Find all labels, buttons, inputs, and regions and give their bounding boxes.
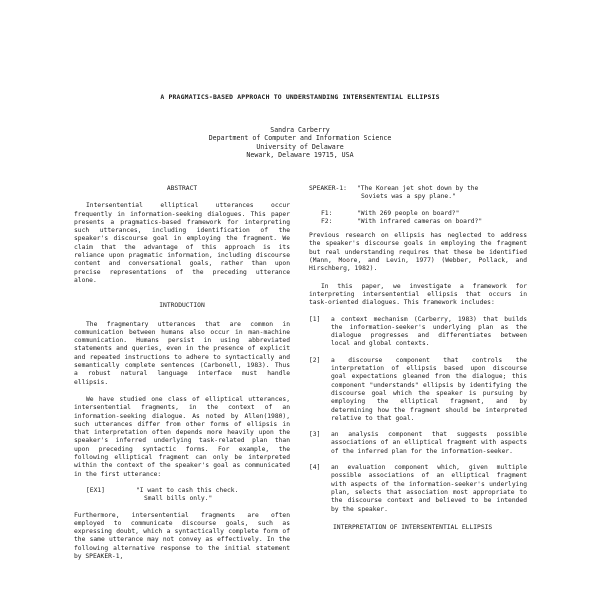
- list-item: [309, 464, 527, 514]
- author-affiliation: Department of Computer and Information Science: [208, 134, 392, 143]
- f1-example: [309, 210, 527, 218]
- ex1-line-1: "I want to cash this check.: [136, 486, 239, 494]
- f1-text: "With 269 people on board?": [357, 209, 460, 217]
- f2-label: F2:: [321, 217, 333, 225]
- speaker-1-line-2: Soviets was a spy plane.": [361, 193, 456, 201]
- f2-text: "With infrared cameras on board?": [357, 217, 483, 225]
- speaker-1-label: SPEAKER-1:: [309, 185, 347, 192]
- intro-paragraph-3: Furthermore, intersentential fragments are often employed to communicate discourse goals, such as expressing doubt, which a syntactically complete form of the same utterance may not convey as effectively. In the following alternative response to the initial statement by SPEAKER-1,: [74, 511, 290, 560]
- speaker-1-line-1: "The Korean jet shot down by the: [357, 185, 479, 192]
- ex1-line-2: Small bills only.": [144, 495, 213, 503]
- abstract-heading: ABSTRACT: [166, 185, 198, 192]
- author-block: [0, 126, 600, 159]
- paper-title: A PRAGMATICS-BASED APPROACH TO UNDERSTANDING INTERSENTENTIAL ELLIPSIS: [160, 93, 440, 101]
- list-item-text: a context mechanism (Carberry, 1983) that builds the information-seeker's underlying plan as the dialogue progresses and differentiates between local and global contexts.: [331, 315, 527, 348]
- list-item-number: [1]: [309, 315, 321, 323]
- intro-paragraph-1: The fragmentary utterances that are common in communication between humans also occur in man-machine communication. Humans persist in using abbreviated statements and queries, even in the presence of explicit and repeated instructions to adhere to syntactically and semantically complete sentences (Carbonell, 1983). Thus a robust natural language interface must handle ellipsis.: [74, 320, 290, 386]
- list-item-number: [2]: [309, 356, 321, 364]
- f2-example: [309, 218, 527, 226]
- author-city: Newark, Delaware 19715, USA: [246, 150, 354, 159]
- speaker-1-example: [309, 185, 527, 202]
- intro-paragraph-2: We have studied one class of elliptical utterances, intersentential fragments, in the context of an information-seeking dialogue. As noted by Allen(1980), such utterances differ from other forms of ellipsis in that interpretation often depends more heavily upon the speaker's inferred underlying task-related plan than upon preceding syntactic forms. For example, the following elliptical fragment can only be interpreted within the context of the speaker's goal as communicated in the first utterance:: [74, 395, 290, 478]
- speaker-1-quote: [357, 185, 527, 202]
- list-item: [309, 357, 527, 423]
- abstract-text: Intersentential elliptical utterances occur frequently in information-seeking dialogues. This paper presents a pragmatics-based framework for interpreting such utterances, including identification of the speaker's discourse goal in employing the fragment. We claim that the advantage of this approach is its reliance upon pragmatic information, including discourse content and conversational goals, rather than upon precise representations of the preceding utterance alone.: [74, 202, 290, 284]
- section-heading: INTERPRETATION OF INTERSENTENTIAL ELLIPSIS: [333, 523, 493, 531]
- list-item-text: an analysis component that suggests possible associations of an elliptical fragment with aspects of the inferred plan for the information-seeker.: [331, 431, 527, 455]
- author-name: Sandra Carberry: [270, 126, 330, 134]
- list-item-number: [3]: [309, 431, 321, 439]
- list-item: [309, 316, 527, 349]
- left-column: [74, 185, 290, 561]
- list-item-text: an evaluation component which, given multiple possible associations of an elliptical fragment with aspects of the information-seeker's underlying plan, selects that association most appropriate to the discourse context and believed to be intended by the speaker.: [331, 464, 527, 513]
- right-column: [309, 185, 527, 532]
- introduction-heading: INTRODUCTION: [159, 302, 205, 310]
- ex1-quote: [136, 487, 290, 504]
- f1-label: F1:: [321, 209, 333, 217]
- list-item: [309, 431, 527, 456]
- ex1-label: [EX1]: [86, 486, 105, 494]
- list-item-number: [4]: [309, 464, 321, 472]
- author-university: University of Delaware: [256, 142, 344, 151]
- list-item-text: a discourse component that controls the interpretation of ellipsis based upon discourse goal expectations gleaned from the dialogue; this component "understands" ellipsis by identifying the discourse goal which the speaker is pursuing by employing the elliptical fragment, and by determining how the fragment should be interpreted relative to that goal.: [331, 356, 527, 422]
- right-paragraph-1: Previous research on ellipsis has neglected to address the speaker's discourse goals in employing the fragment but real understanding requires that these be identified (Mann, Moore, and Levin, 1977) (Webber, Pollack, and Hirschberg, 1982).: [309, 232, 527, 273]
- right-paragraph-2: In this paper, we investigate a framework for interpreting intersentential ellipsis that occurs in task-oriented dialogues. This framework includes:: [309, 282, 527, 307]
- example-ex1: [74, 487, 290, 504]
